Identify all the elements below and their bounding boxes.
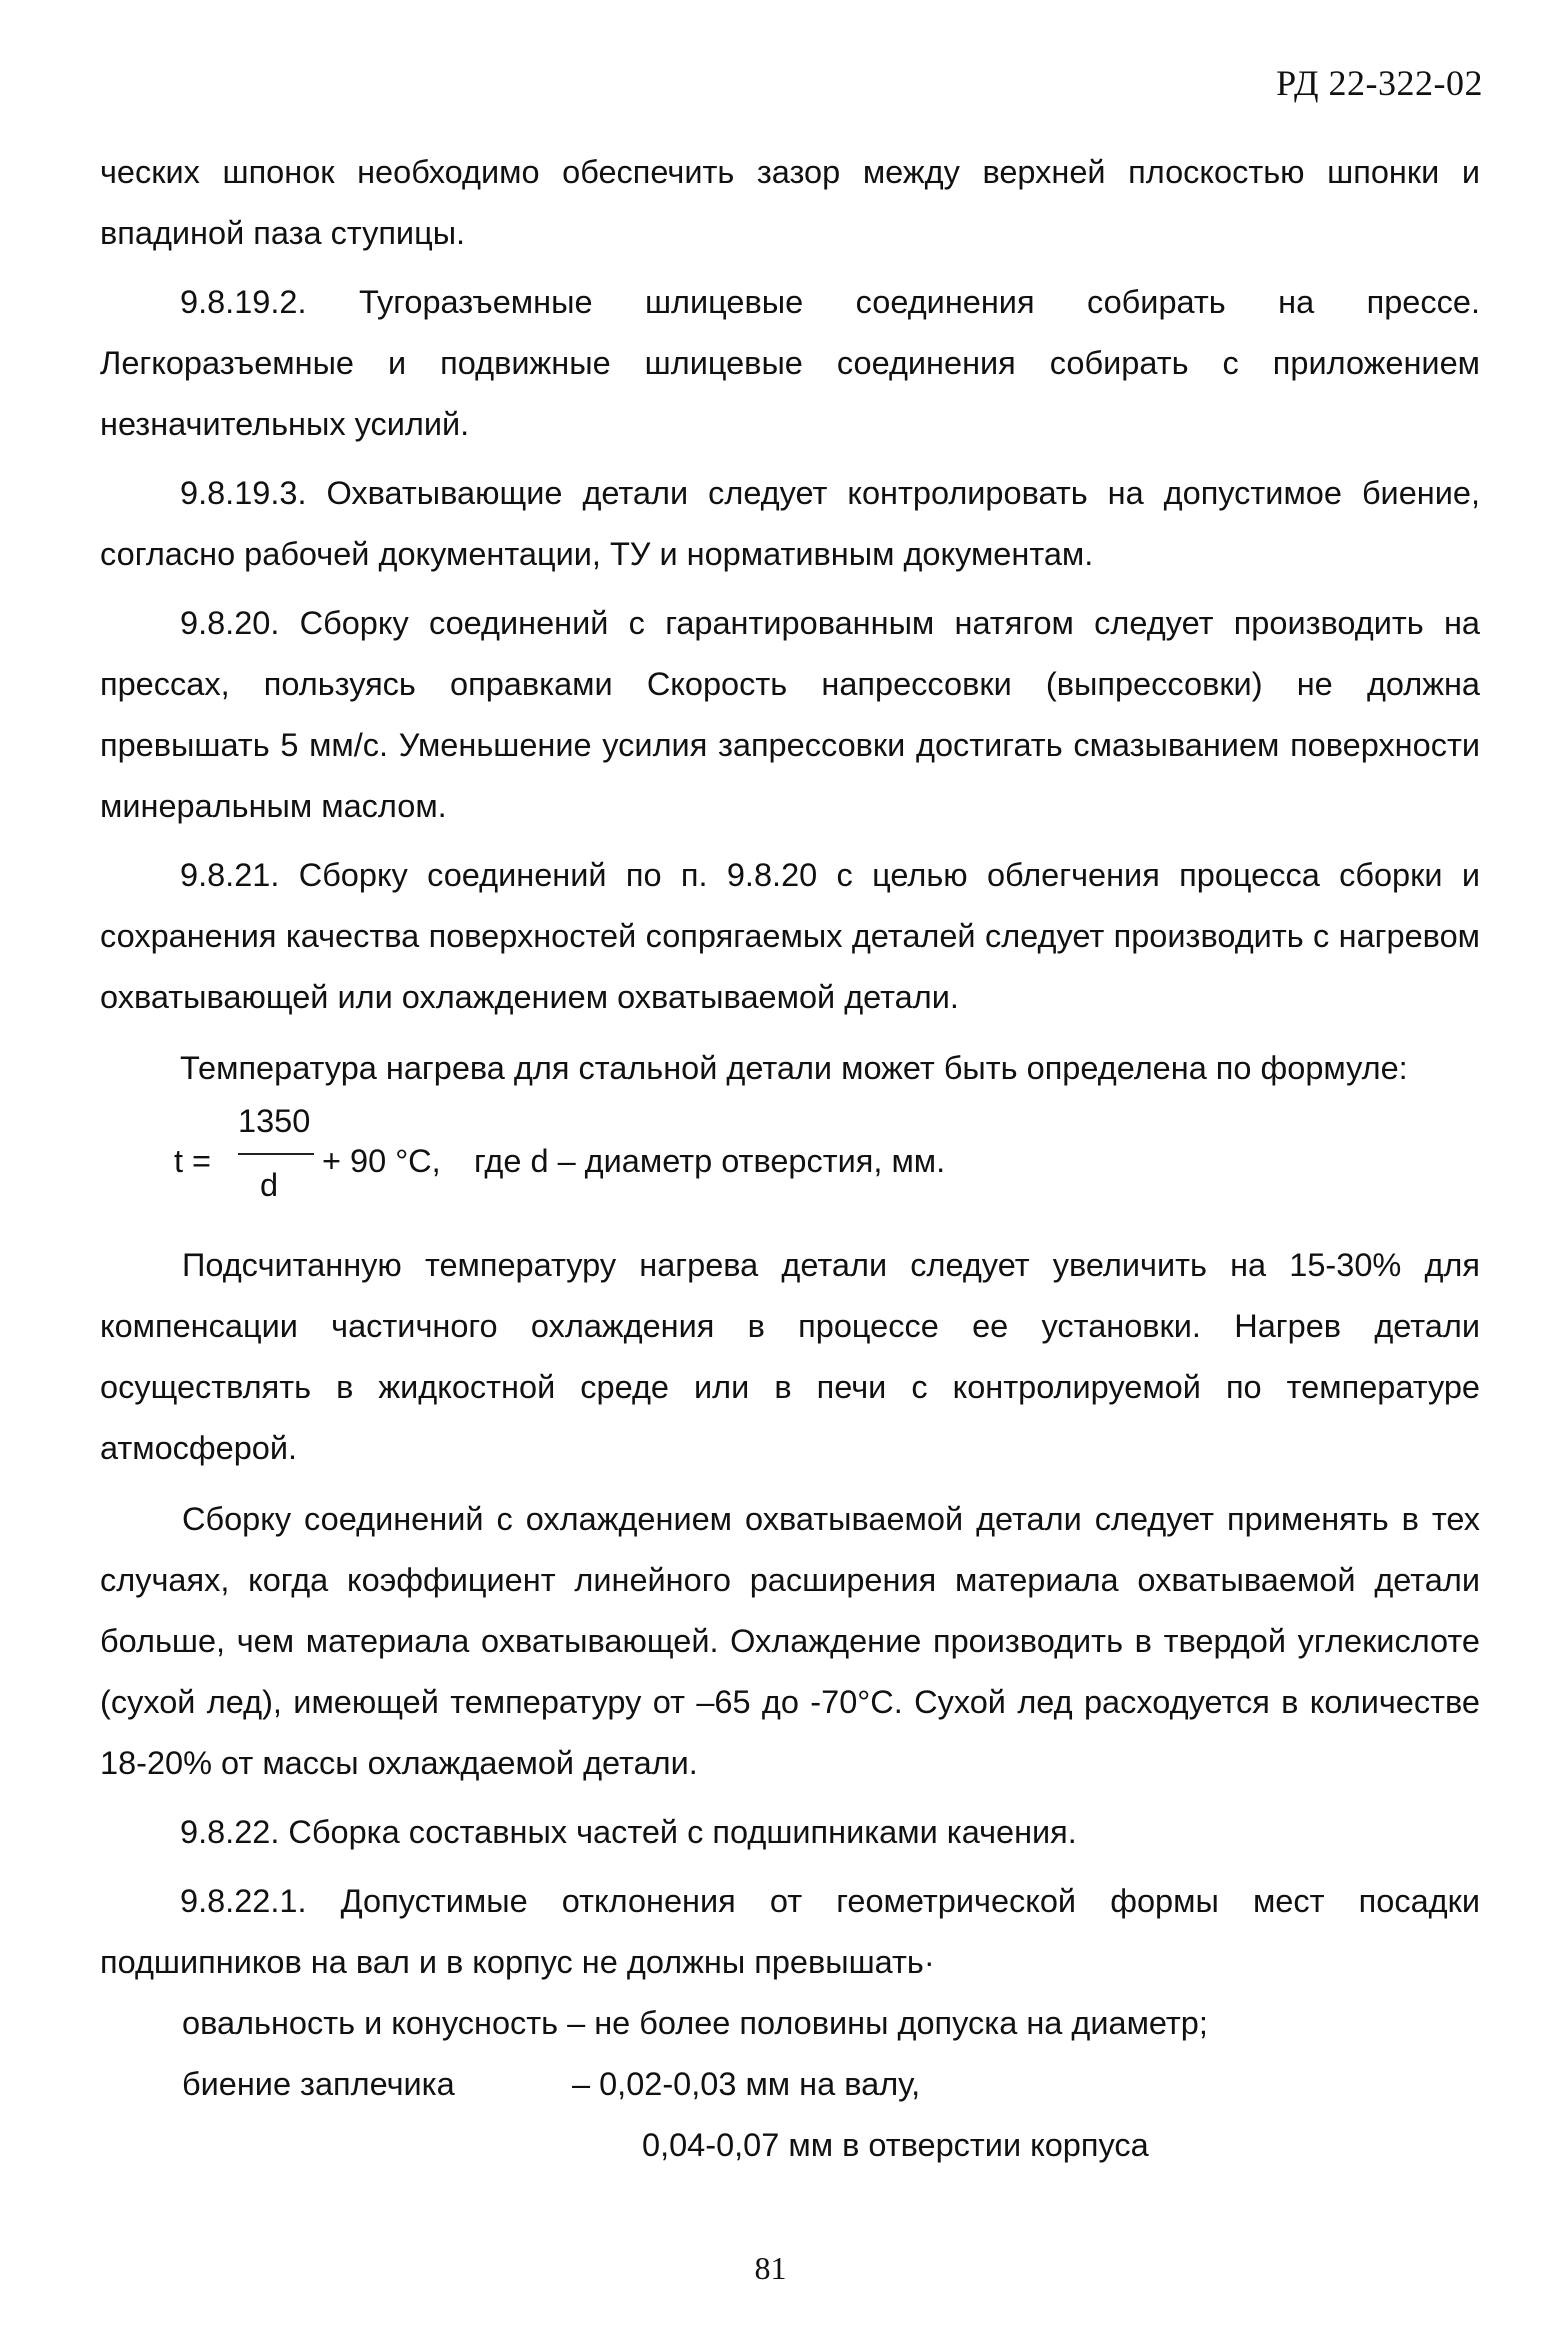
page-number: 81 <box>754 2250 787 2286</box>
runout-label: биение заплечика <box>182 2066 455 2102</box>
formula-explanation: где d – диаметр отверстия, мм. <box>474 1143 946 1179</box>
paragraph-9-8-21: 9.8.21. Сборку соединений по п. 9.8.20 с целью облегчения процесса сборки и сохранения качества поверхностей сопрягаемых деталей следует производить с нагревом охватывающей или охлаждением охватываемой детали. <box>100 857 1480 1015</box>
formula-rest: + 90 °C, <box>322 1143 441 1179</box>
document-code: РД 22-322-02 <box>1276 63 1483 103</box>
paragraph-heating-temperature: Температура нагрева для стальной детали может быть определена по формуле: <box>180 1050 1408 1086</box>
heating-formula <box>100 1103 1480 1217</box>
fraction-bar <box>238 1153 314 1155</box>
paragraph-9-8-19-2: 9.8.19.2. Тугоразъемные шлицевые соединения собирать на прессе. Легкоразъемные и подвижные шлицевые соединения собирать с приложением незначительных усилий. <box>100 284 1480 442</box>
formula-denominator: d <box>260 1167 279 1203</box>
tolerance-runout-housing <box>642 2115 1480 2176</box>
formula-lhs: t = <box>174 1143 212 1179</box>
runout-shaft-value: – 0,02-0,03 мм на валу, <box>572 2066 921 2102</box>
tolerance-ovality <box>182 1993 1480 2054</box>
paragraph-key-clearance: ческих шпонок необходимо обеспечить зазор между верхней плоскостью шпонки и впадиной паза ступицы. <box>100 154 1480 251</box>
paragraph-9-8-20: 9.8.20. Сборку соединений с гарантированным натягом следует производить на прессах, пользуясь оправками Скорость напрессовки (выпрессовки) не должна превышать 5 мм/с. Уменьшение усилия запрессовки достигать смазыванием поверхности минеральным маслом. <box>100 605 1480 824</box>
paragraph-cooling-assembly: Сборку соединений с охлаждением охватываемой детали следует применять в тех случаях, когда коэффициент линейного расширения материала охватываемой детали больше, чем материала охватывающей. Охлаждение производить в твердой углекислоте (сухой лед), имеющей температуру от –65 до -70°С. Сухой лед расходуется в количестве 18-20% от массы охлаждаемой детали. <box>100 1501 1480 1781</box>
formula-numerator: 1350 <box>238 1103 311 1139</box>
paragraph-9-8-22-1: 9.8.22.1. Допустимые отклонения от геометрической формы мест посадки подшипников на вал и в корпус не должны превышать· <box>100 1883 1480 1980</box>
tolerance-runout <box>182 2054 1480 2115</box>
ovality-text: овальность и конусность – не более половины допуска на диаметр; <box>182 2005 1208 2041</box>
page-body <box>100 142 1480 2176</box>
paragraph-9-8-22: 9.8.22. Сборка составных частей с подшипниками качения. <box>180 1814 1077 1850</box>
runout-housing-value: 0,04-0,07 мм в отверстии корпуса <box>642 2127 1149 2163</box>
paragraph-heating-increase: Подсчитанную температуру нагрева детали следует увеличить на 15-30% для компенсации частичного охлаждения в процессе ее установки. Нагрев детали осуществлять в жидкостной среде или в печи с контролируемой по температуре атмосферой. <box>100 1247 1480 1466</box>
paragraph-9-8-19-3: 9.8.19.3. Охватывающие детали следует контролировать на допустимое биение, согласно рабочей документации, ТУ и нормативным документам. <box>100 475 1480 572</box>
